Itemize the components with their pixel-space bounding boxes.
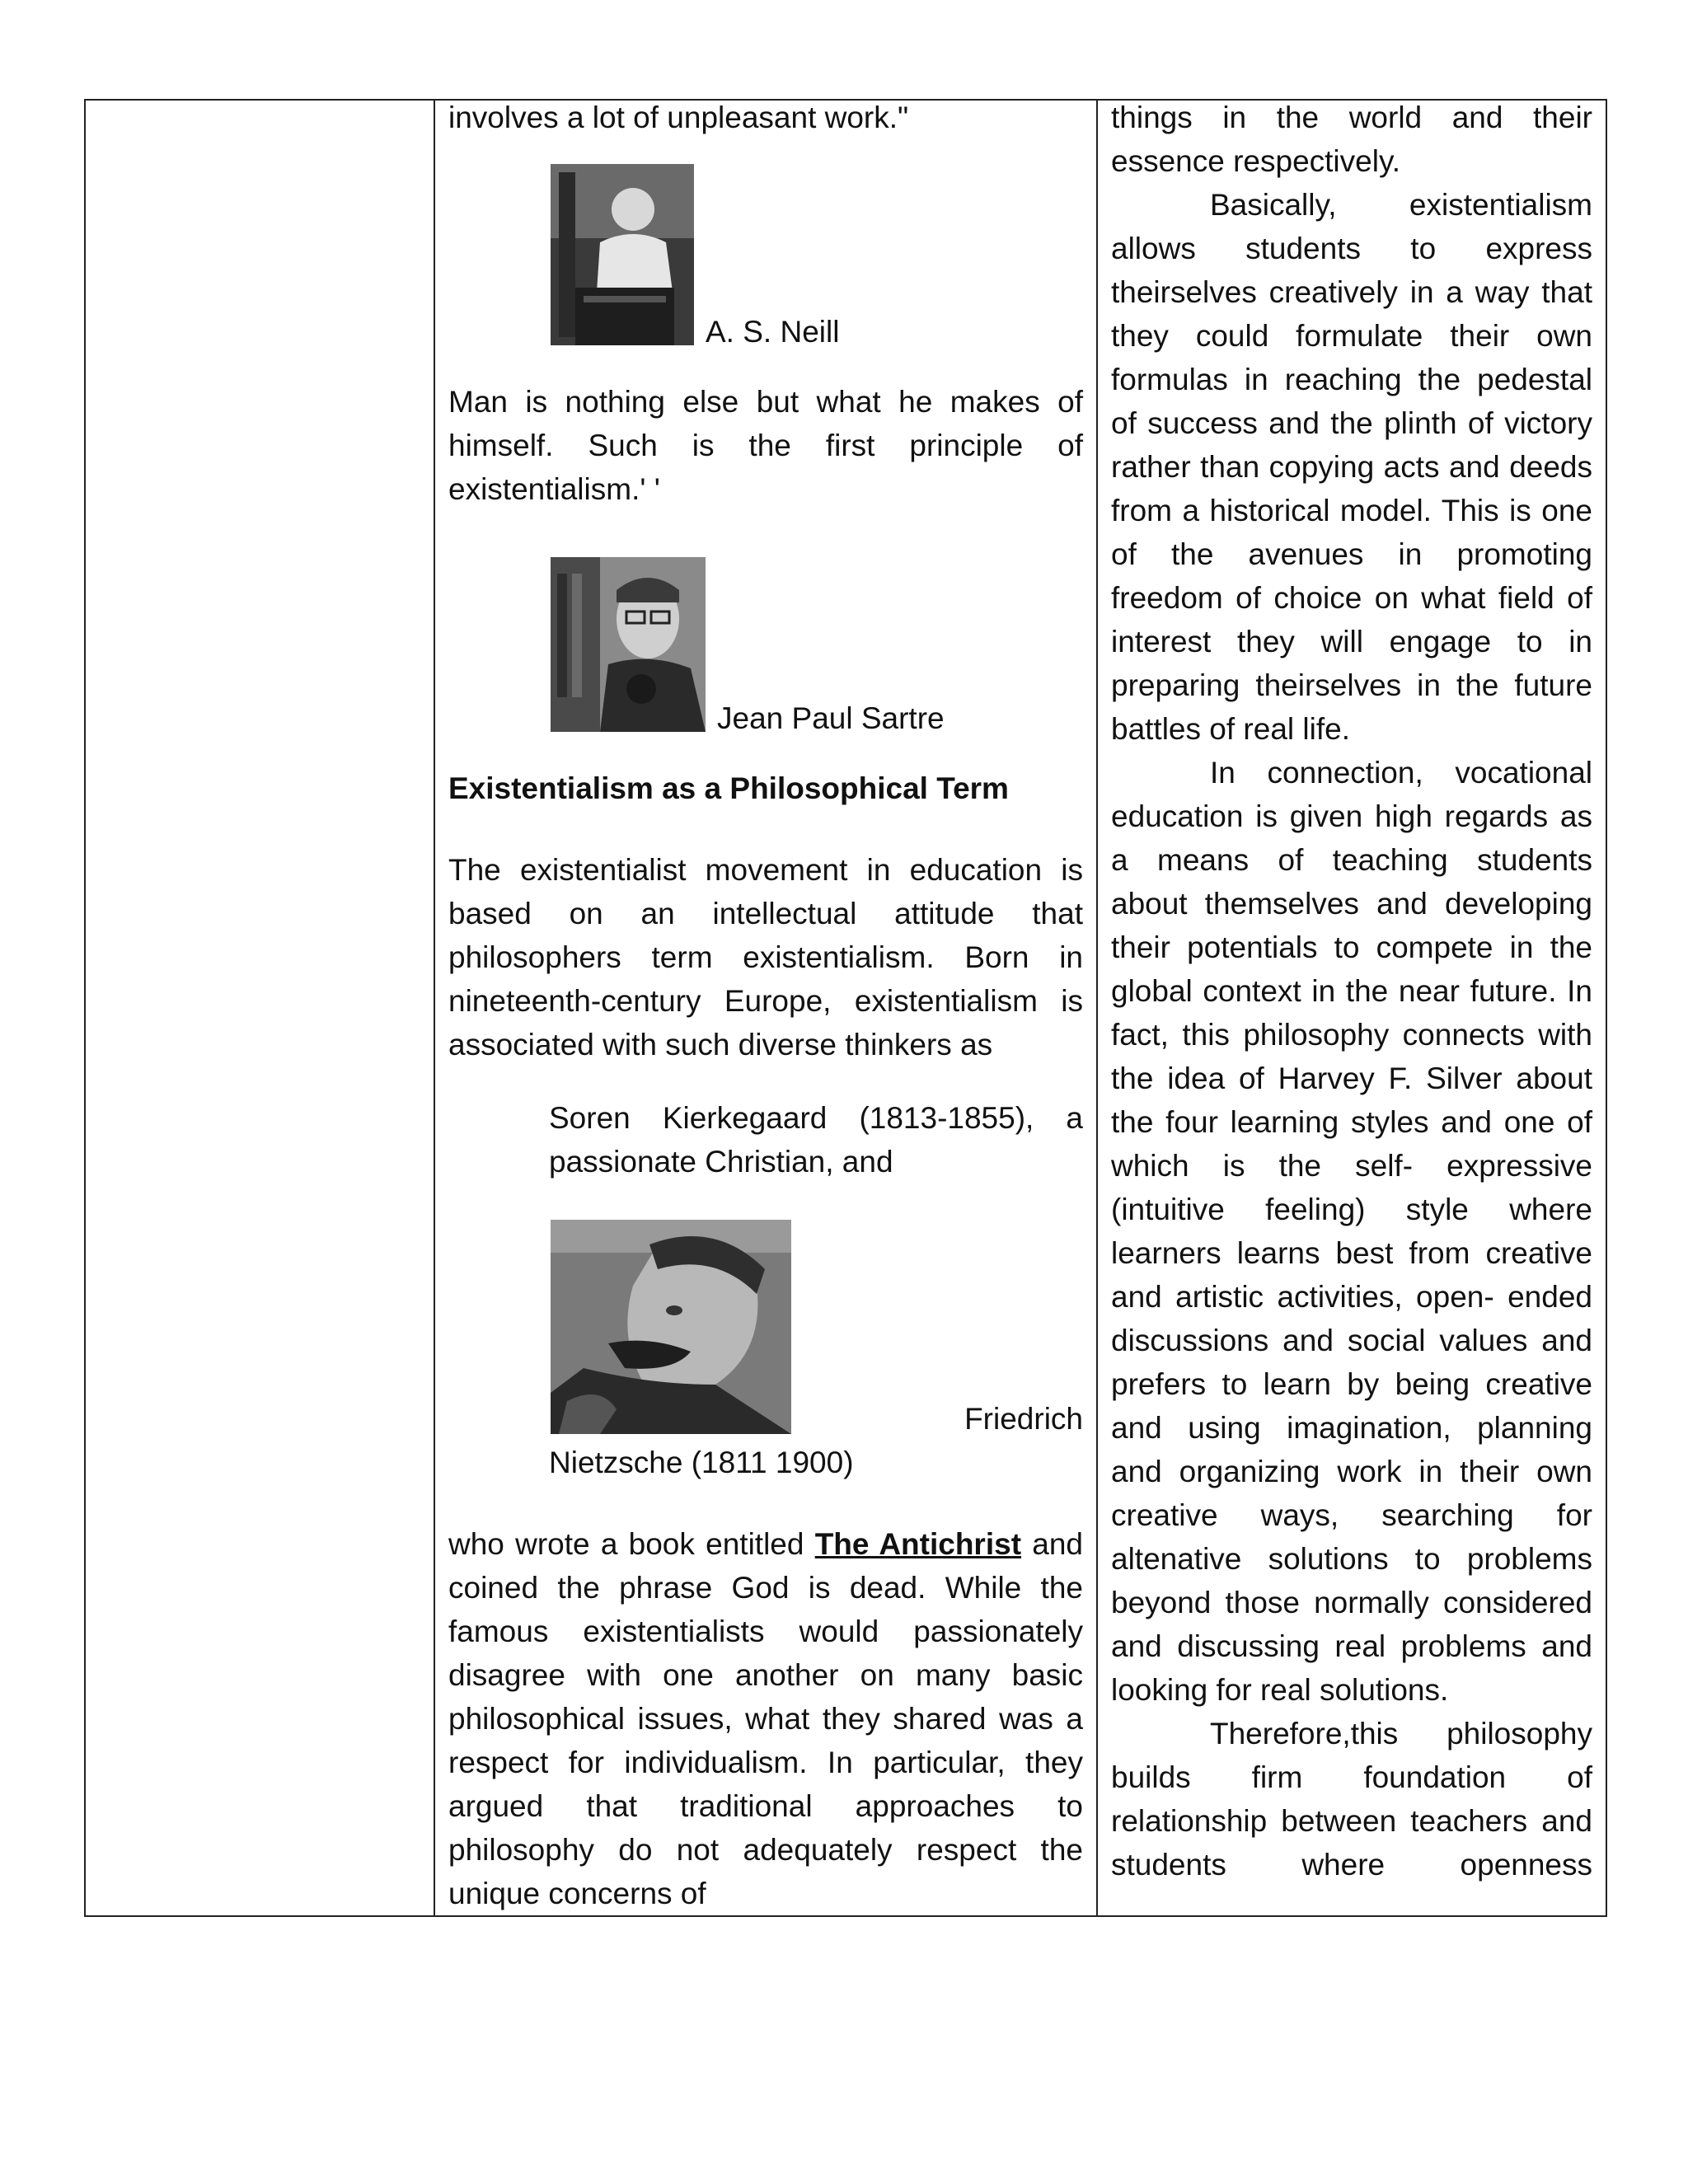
kierkegaard-line: Soren Kierkegaard (1813-1855), a passionate Christian, and xyxy=(549,1101,1083,1179)
neill-photo xyxy=(551,164,694,345)
left-empty-column xyxy=(85,100,434,1916)
neill-photo-block xyxy=(551,164,1083,349)
right-paragraph-3: In connection, vocational education is given high regards as a means of teaching students about themselves and developing their potentials to compete in the global context in the near future. In fact, this philosophy connects with the idea of Harvey F. Silver about the four learning styles and one of which is the self- expressive (intuitive feeling) style where learners learns best from creative and artistic activities, open- ended discussions and social values and prefers to learn by being creative and using imagination, planning and organizing work in their own creative ways, searching for altenative solutions to problems beyond those normally considered and discussing real problems and looking for real solutions. xyxy=(1111,756,1592,1707)
sartre-photo xyxy=(551,557,706,732)
middle-column xyxy=(434,100,1097,1916)
book-pre: who wrote a book entitled xyxy=(448,1527,815,1561)
nietzsche-photo xyxy=(551,1220,791,1434)
right-paragraph-1: things in the world and their essence respectively. xyxy=(1111,101,1592,178)
book-title: The Antichrist xyxy=(814,1527,1022,1561)
book-post: and coined the phrase God is dead. While the famous existentialists would passionately disagree with one another on many basic philosophical issues, what they shared was a respect for individualism. In particular, they argued that traditional approaches to philosophy do not adequately respect the unique concerns of xyxy=(448,1527,1083,1910)
neill-caption: A. S. Neill xyxy=(706,315,840,349)
right-paragraph-4: Therefore,this philosophy builds firm foundation of relationship between teachers and students where openness xyxy=(1111,1717,1592,1882)
nietzsche-photo-block xyxy=(551,1220,1083,1434)
right-paragraph-2: Basically, existentialism allows students to express theirselves creatively in a way that they could formulate their own formulas in reaching the pedestal of success and the plinth of victory rather than copying acts and deeds from a historical model. This is one of the avenues in promoting freedom of choice on what field of interest they will engage to in preparing theirselves in the future battles of real life. xyxy=(1111,188,1592,746)
sartre-caption: Jean Paul Sartre xyxy=(717,701,945,735)
sartre-photo-block xyxy=(551,557,1083,735)
section-heading: Existentialism as a Philosophical Term xyxy=(448,771,1009,805)
nietzsche-caption-first: Friedrich xyxy=(964,1402,1083,1436)
quote-end: involves a lot of unpleasant work." xyxy=(448,101,909,134)
sartre-quote: Man is nothing else but what he makes of himself. Such is the first principle of existentialism.' ' xyxy=(448,385,1083,506)
intro-paragraph: The existentialist movement in education is based on an intellectual attitude that philosophers term existentialism. Born in nineteenth-century Europe, existentialism is associated with such diverse thinkers as xyxy=(448,853,1083,1062)
antichrist-paragraph xyxy=(448,1522,1083,1915)
nietzsche-caption-second: Nietzsche (1811 1900) xyxy=(549,1446,854,1479)
document-table xyxy=(84,99,1607,1917)
right-column xyxy=(1097,100,1606,1916)
